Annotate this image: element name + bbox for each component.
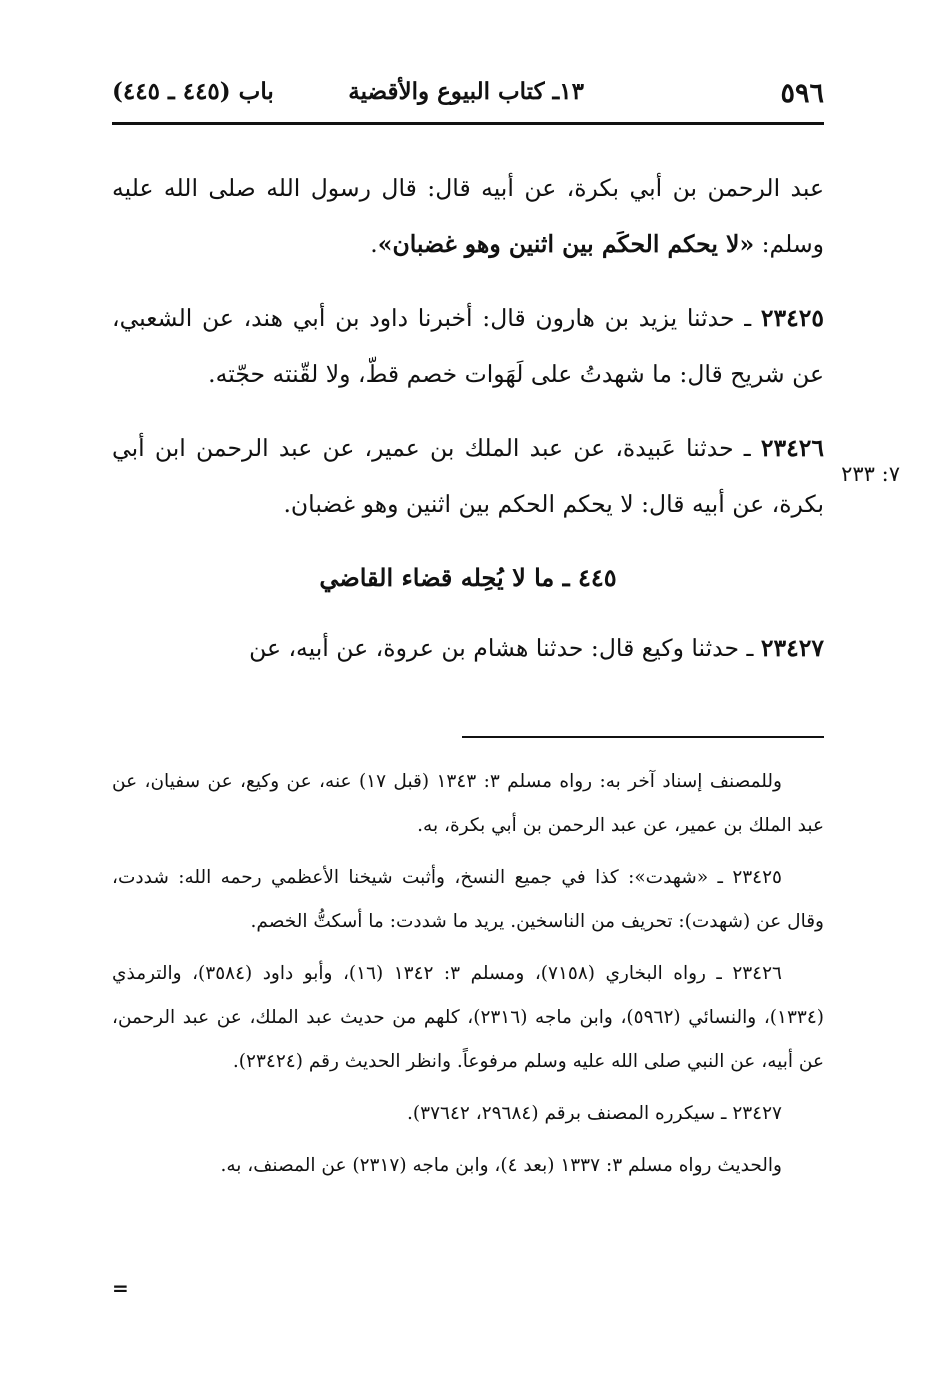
chapter-range: باب (٤٤٥ ـ ٤٤٥) bbox=[112, 78, 274, 105]
hadith-text: ـ حدثنا وكيع قال: حدثنا هشام بن عروة، عن أبيه، عن bbox=[249, 634, 761, 662]
page-header bbox=[112, 74, 824, 114]
hadith-number: ٢٣٤٢٧ bbox=[760, 634, 824, 662]
hadith-23427 bbox=[112, 620, 824, 676]
hadith-number: ٢٣٤٢٥ bbox=[760, 304, 824, 332]
section-heading: ٤٤٥ ـ ما لا يُحِله قضاء القاضي bbox=[319, 563, 617, 592]
footnote-23425: ٢٣٤٢٥ ـ «شهدت»: كذا في جميع النسخ، وأثبت شيخنا الأعظمي رحمه الله: شددت، وقال عن (شهدت): تحريف من الناسخين. يريد ما شددت: ما أسكتُّ الخصم. bbox=[112, 867, 824, 932]
header-rule bbox=[112, 122, 824, 125]
footnotes bbox=[112, 760, 824, 1196]
footnote-rule bbox=[462, 736, 824, 738]
hadith-number: ٢٣٤٢٦ bbox=[760, 434, 824, 462]
margin-reference: ٧: ٢٣٣ bbox=[841, 462, 900, 486]
book-title: ١٣ـ كتاب البيوع والأقضية bbox=[348, 78, 584, 105]
footnote-23427: ٢٣٤٢٧ ـ سيكرره المصنف برقم (٢٩٦٨٤، ٣٧٦٤٢). bbox=[407, 1103, 782, 1124]
footnote-23426: ٢٣٤٢٦ ـ رواه البخاري (٧١٥٨)، ومسلم ٣: ١٣٤٢ (١٦)، وأبو داود (٣٥٨٤)، والترمذي (١٣٣٤)، والنسائي (٥٩٦٢)، وابن ماجه (٢٣١٦)، كلهم من حديث عبد الملك، عن عبد الرحمن، عن أبيه، عن النبي صلى الله عليه وسلم مرفوعاً. وانظر الحديث رقم (٢٣٤٢٤). bbox=[112, 963, 824, 1072]
footnote-last: والحديث رواه مسلم ٣: ١٣٣٧ (بعد ٤)، وابن ماجه (٢٣١٧) عن المصنف، به. bbox=[220, 1155, 782, 1176]
footnote-1: وللمصنف إسناد آخر به: رواه مسلم ٣: ١٣٤٣ (قبل ١٧) عنه، عن وكيع، عن سفيان، عن عبد الملك بن عمير، عن عبد الرحمن بن أبي بكرة، به. bbox=[112, 771, 824, 836]
continuation-text: عبد الرحمن بن أبي بكرة، عن أبيه قال: قال رسول الله صلى الله عليه وسلم: bbox=[112, 174, 824, 258]
continuation-paragraph bbox=[112, 160, 824, 272]
continuation-end: . bbox=[370, 230, 378, 258]
main-text bbox=[112, 160, 824, 694]
hadith-23425 bbox=[112, 290, 824, 402]
hadith-text: ـ حدثنا عَبيدة، عن عبد الملك بن عمير، عن عبد الرحمن ابن أبي بكرة، عن أبيه قال: لا يحكم الحكم بين اثنين وهو غضبان. bbox=[112, 434, 824, 518]
continuation-quote: «لا يحكم الحكَم بين اثنين وهو غضبان» bbox=[377, 230, 755, 258]
continuation-mark: = bbox=[112, 1276, 129, 1300]
page-number: ٥٩٦ bbox=[780, 78, 824, 109]
hadith-23426 bbox=[112, 420, 824, 532]
hadith-text: ـ حدثنا يزيد بن هارون قال: أخبرنا داود بن أبي هند، عن الشعبي، عن شريح قال: ما شهدتُ على لَهَوات خصم قطّ، ولا لقّنته حجّته. bbox=[112, 304, 824, 388]
